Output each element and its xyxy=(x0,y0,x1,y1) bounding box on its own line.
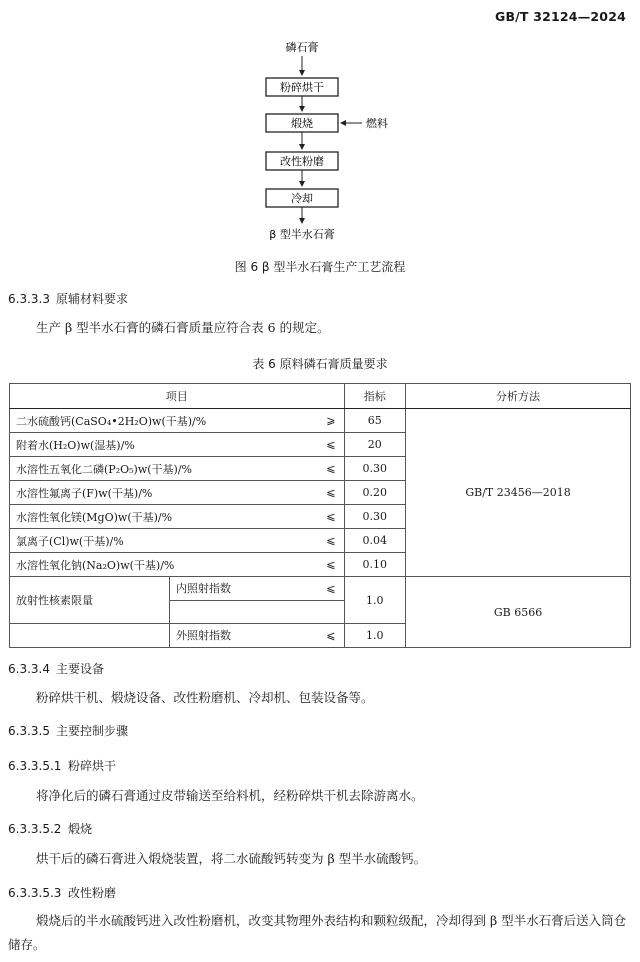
section-number: 6.3.3.4 xyxy=(8,662,50,676)
section-text-63352: 烘干后的磷石膏进入煅烧装置，将二水硫酸钙转变为 β 型半水硫酸钙。 xyxy=(36,851,427,866)
radiation-relation: ⩽ xyxy=(326,582,336,595)
table-header-row xyxy=(10,384,631,409)
section-heading-6334 xyxy=(8,660,104,677)
standard-number: GB/T 32124—2024 xyxy=(494,9,626,24)
row-item-cell xyxy=(10,481,345,505)
method-chem: GB/T 23456—2018 xyxy=(406,409,631,577)
section-title: 原辅材料要求 xyxy=(56,292,129,306)
row-item-cell xyxy=(10,433,345,457)
header-index: 指标 xyxy=(344,384,406,409)
section-heading-6333 xyxy=(8,290,128,307)
radiation-value: 1.0 xyxy=(344,624,406,648)
row-item-cell xyxy=(10,409,345,433)
flow-input-label: 磷石膏 xyxy=(285,41,319,54)
section-number: 6.3.3.5.1 xyxy=(8,759,62,773)
row-value: 0.10 xyxy=(344,553,406,577)
section-title: 主要设备 xyxy=(56,662,105,676)
row-value: 20 xyxy=(344,433,406,457)
radiation-item-cell xyxy=(10,624,345,648)
flow-step-label: 粉碎烘干 xyxy=(280,81,324,94)
row-value: 0.20 xyxy=(344,481,406,505)
flow-step-label: 改性粉磨 xyxy=(280,155,324,168)
row-value: 0.30 xyxy=(344,457,406,481)
table-row xyxy=(10,577,631,624)
row-relation: ⩽ xyxy=(326,534,336,547)
process-flowchart xyxy=(0,0,640,250)
row-value: 0.30 xyxy=(344,505,406,529)
row-item: 二水硫酸钙(CaSO₄•2H₂O)w(干基)/% xyxy=(16,414,207,428)
section-text-6334: 粉碎烘干机、煅烧设备、改性粉磨机、冷却机、包装设备等。 xyxy=(36,690,374,705)
flow-step-label: 煅烧 xyxy=(291,117,313,130)
quality-requirements-table xyxy=(9,383,631,648)
table-caption: 表 6 原料磷石膏质量要求 xyxy=(252,357,388,371)
row-item-cell xyxy=(10,457,345,481)
section-title: 煅烧 xyxy=(68,822,93,836)
fuel-label: 燃料 xyxy=(366,117,388,130)
row-relation: ⩽ xyxy=(326,558,336,571)
section-heading-63352 xyxy=(8,820,92,837)
radiation-value: 1.0 xyxy=(344,577,406,624)
row-relation: ⩾ xyxy=(326,414,336,427)
row-value: 65 xyxy=(344,409,406,433)
row-item: 水溶性氧化钠(Na₂O)w(干基)/% xyxy=(16,558,175,572)
section-number: 6.3.3.3 xyxy=(8,292,50,306)
method-radiation: GB 6566 xyxy=(406,577,631,648)
figure-caption: 图 6 β 型半水石膏生产工艺流程 xyxy=(234,260,406,274)
radiation-sub-cell xyxy=(170,577,344,601)
row-item: 氯离子(Cl)w(干基)/% xyxy=(16,534,124,548)
row-item: 附着水(H₂O)w(湿基)/% xyxy=(16,438,135,452)
radiation-item: 内照射指数 xyxy=(176,582,231,595)
section-text-6333: 生产 β 型半水石膏的磷石膏质量应符合表 6 的规定。 xyxy=(36,320,330,335)
section-text-63353: 煅烧后的半水硫酸钙进入改性粉磨机，改变其物理外表结构和颗粒级配，冷却得到 β 型半水石膏后送入筒仓储存。 xyxy=(8,913,627,952)
flow-output-label: β 型半水石膏 xyxy=(269,228,335,241)
section-text-63351: 将净化后的磷石膏通过皮带输送至给料机，经粉碎烘干机去除游离水。 xyxy=(36,788,424,803)
radiation-item-cell xyxy=(10,577,345,624)
radiation-relation: ⩽ xyxy=(326,629,336,642)
radiation-group-label: 放射性核素限量 xyxy=(10,577,170,623)
row-item-cell xyxy=(10,505,345,529)
radiation-group-spacer xyxy=(10,624,170,647)
section-title: 主要控制步骤 xyxy=(56,724,129,738)
header-item: 项目 xyxy=(10,384,345,409)
row-item: 水溶性氧化镁(MgO)w(干基)/% xyxy=(16,510,173,524)
table-row xyxy=(10,409,631,433)
section-title: 改性粉磨 xyxy=(68,886,117,900)
row-relation: ⩽ xyxy=(326,510,336,523)
section-number: 6.3.3.5.3 xyxy=(8,886,62,900)
flow-step-label: 冷却 xyxy=(291,192,313,205)
row-relation: ⩽ xyxy=(326,438,336,451)
section-title: 粉碎烘干 xyxy=(68,759,117,773)
radiation-item: 外照射指数 xyxy=(176,629,231,642)
row-item: 水溶性氟离子(F)w(干基)/% xyxy=(16,486,153,500)
section-heading-63353 xyxy=(8,884,116,901)
row-item-cell xyxy=(10,553,345,577)
row-relation: ⩽ xyxy=(326,462,336,475)
section-heading-6335 xyxy=(8,722,128,739)
row-item-cell xyxy=(10,529,345,553)
row-relation: ⩽ xyxy=(326,486,336,499)
section-number: 6.3.3.5.2 xyxy=(8,822,62,836)
header-method: 分析方法 xyxy=(406,384,631,409)
row-value: 0.04 xyxy=(344,529,406,553)
section-heading-63351 xyxy=(8,757,116,774)
section-number: 6.3.3.5 xyxy=(8,724,50,738)
row-item: 水溶性五氧化二磷(P₂O₅)w(干基)/% xyxy=(16,462,192,476)
radiation-sub-cell xyxy=(170,624,344,647)
